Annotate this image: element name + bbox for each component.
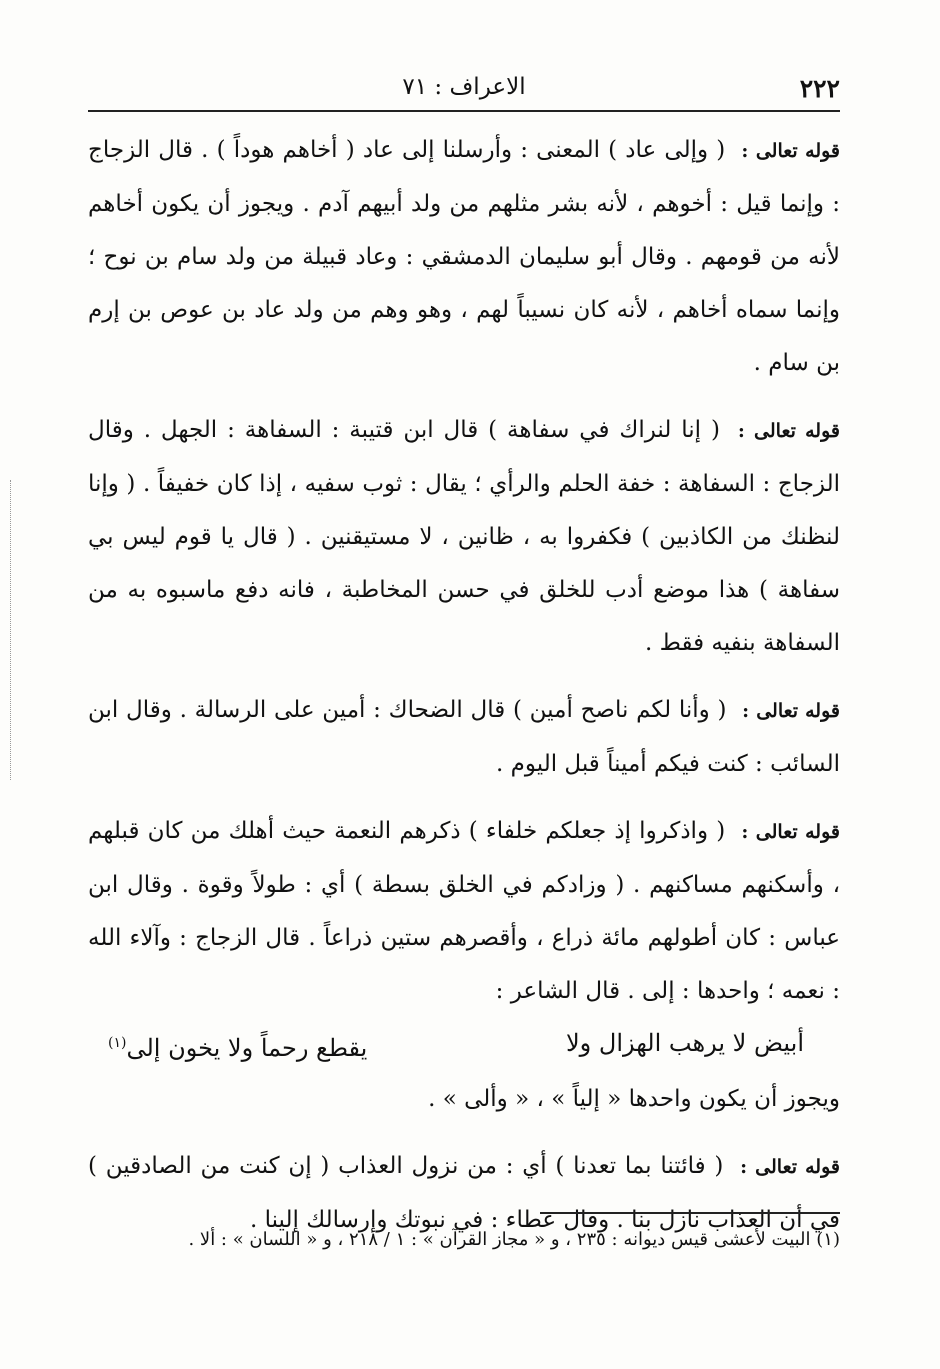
paragraph-lead: قوله تعالى : — [741, 140, 841, 162]
commentary-paragraph — [88, 684, 840, 791]
paragraph-text: ( فائتنا بما تعدنا ) أي : من نزول العذاب ( إن كنت من الصادقين ) في أن العذاب نازل بنا . وقال عطاء : في نبوتك وإرسالك إلينا . — [88, 1153, 840, 1233]
paragraph-text: ( وأنا لكم ناصح أمين ) قال الضحاك : أمين على الرسالة . وقال ابن السائب : كنت فيكم أميناً قبل اليوم . — [88, 697, 840, 777]
paragraph-text: ( وإلى عاد ) المعنى : وأرسلنا إلى عاد ( أخاهم هوداً ) . قال الزجاج : وإنما قيل : أخوهم ، لأنه بشر مثلهم من ولد أبيهم آدم . ويجوز أن يكون أخاهم لأنه من قومهم . وقال أبو سليمان الدمشقي : وعاد قبيلة من ولد سام بن نوح ؛ وإنما سماه أخاهم ، لأنه كان نسيباً لهم ، وهو وهم من ولد عاد بن عوص بن إرم بن سام . — [88, 137, 840, 376]
paragraph-lead: قوله تعالى : — [737, 420, 840, 442]
running-head: الاعراف : ٧١ — [402, 74, 526, 100]
paragraph-lead: قوله تعالى : — [741, 821, 840, 843]
verse-hemistich-second — [108, 1018, 367, 1073]
footnotes — [88, 1212, 840, 1260]
commentary-paragraph — [88, 404, 840, 670]
verse-hemistich-first: أبيض لا يرهب الهزال ولا — [565, 1029, 804, 1057]
commentary-paragraph — [88, 805, 840, 1018]
commentary-paragraph — [88, 124, 840, 390]
after-verse-line: ويجوز أن يكون واحدها « إلياً » ، « وألى » . — [428, 1086, 840, 1112]
page-body — [88, 124, 840, 1247]
paragraph-text: ( واذكروا إذ جعلكم خلفاء ) ذكرهم النعمة حيث أهلك من كان قبلهم ، وأسكنهم مساكنهم . ( وزادكم في الخلق بسطة ) أي : طولاً وقوة . وقال ابن عباس : كان أطولهم مائة ذراع ، وأقصرهم ستين ذراعاً . قال الزجاج : وآلاء الله : نعمه ؛ واحدها : إلى . قال الشاعر : — [88, 818, 840, 1004]
footnote-text: (١) البيت لأعشى قيس ديوانه : ٢٣٥ ، و « مجاز القرآن » : ١ / ٢١٨ ، و « اللسان » : ألا . — [188, 1229, 840, 1250]
footnote-ref: (١) — [108, 1035, 127, 1051]
paragraph-lead: قوله تعالى : — [740, 1156, 840, 1178]
footnote-rule — [540, 1212, 840, 1214]
paragraph-lead: قوله تعالى : — [742, 700, 840, 722]
page-number: ٢٢٢ — [799, 74, 840, 103]
page-header — [88, 70, 840, 112]
paragraph-text: ( إنا لنراك في سفاهة ) قال ابن قتيبة : السفاهة : الجهل . وقال الزجاج : السفاهة : خفة الحلم والرأي ؛ يقال : ثوب سفيه ، إذا كان خفيفاً . ( وإنا لنظنك من الكاذبين ) فكفروا به ، ظانين ، لا مستيقنين . ( قال يا قوم ليس بي سفاهة ) هذا موضع أدب للخلق في حسن المخاطبة ، فانه دفع ماسبوه به من السفاهة بنفيه فقط . — [88, 417, 840, 656]
poetry-verse — [88, 1018, 840, 1073]
book-page — [88, 70, 840, 1350]
verse-hemistich-second-text: يقطع رحماً ولا يخون إلى — [126, 1034, 368, 1062]
margin-scan-mark — [10, 480, 14, 780]
